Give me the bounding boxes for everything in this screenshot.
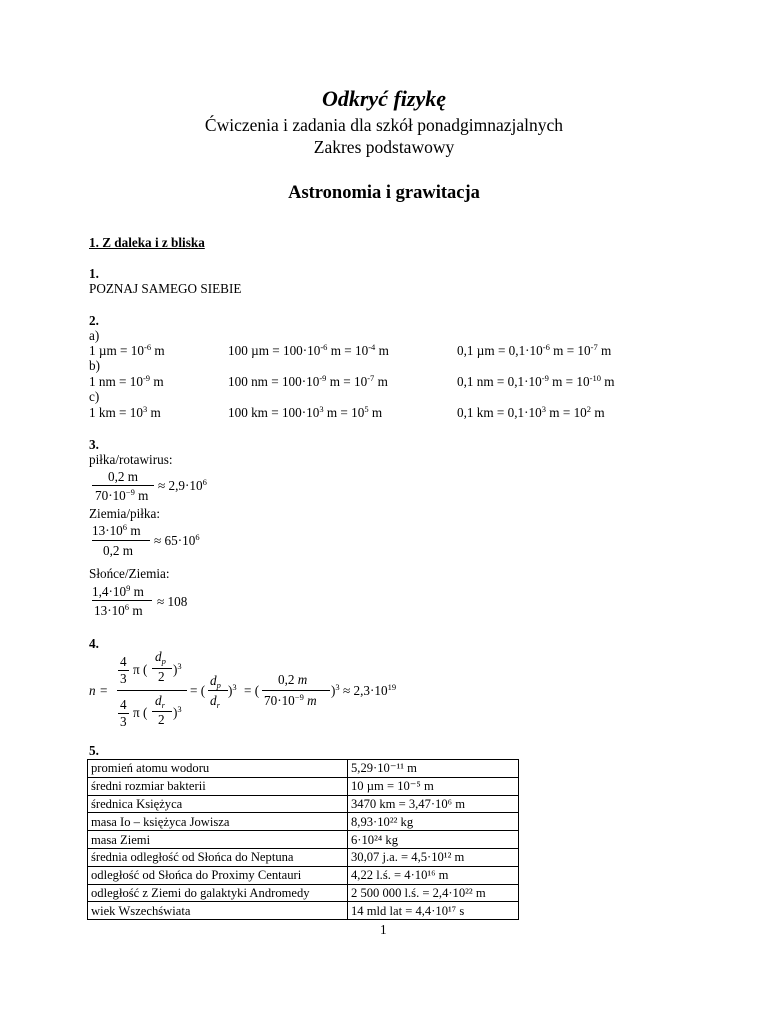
- subpart-label: b): [89, 358, 100, 373]
- task-number: 2.: [89, 313, 99, 328]
- data-table: [87, 759, 519, 920]
- table-row: [88, 902, 519, 920]
- conversion-formula: 0,1 nm = $0,1\cdot 10^{-9}$ $m = 10^{-10}$ m: [457, 373, 615, 389]
- quantity-value-cell: 30,07 j.a. = 4,5·10¹² m: [348, 848, 519, 866]
- section-title: Astronomia i grawitacja: [288, 183, 480, 203]
- table-row: [88, 848, 519, 866]
- quantity-value-cell: 6·10²⁴ kg: [348, 831, 519, 849]
- fraction-numerator: $13\cdot 10^6$ m: [92, 522, 141, 538]
- table-row: [88, 866, 519, 884]
- document-title: Odkryć fizykę: [321, 86, 446, 111]
- table-row: [88, 884, 519, 902]
- quantity-value-cell: 5,29·10⁻¹¹ m: [348, 760, 519, 778]
- ratio-label: piłka/rotawirus:: [89, 452, 173, 467]
- task-number: 4.: [89, 636, 99, 651]
- table-row: [88, 813, 519, 831]
- fraction-bar: [92, 485, 154, 486]
- document-page: Odkryć fizykę Ćwiczenia i zadania dla szkół ponadgimnazjalnych Zakres podstawowy Astronomia i grawitacja 1. Z daleka i z bliska 1. POZNAJ SAMEGO SIEBIE 2. a) 1 $\mu m = 10^{-6}$ m 100 $\mu m = 100\cdot 10^{-6}$ $m = 10^{-4}$ m 0,1 $\mu m = 0,1\cdot 10^{-6}$ $m = 10^{-7}$ m b) 1 nm = $10^{-9}$ m 100 nm = $100\cdot 10^{-9}$ $m = 10^{-7}$ m 0,1 nm = $0,1\cdot 10^{-9}$ $m = 10^{-10}$ m c) 1 km = $10^3$ m 100 km = $100\cdot 10^3$ $m = 10^5$ m 0,1 km = $0,1\cdot 10^3$ $m = 10^2$ m 3. piłka/rotawirus: 0,2 m $70\cdot 10^{-9}$ m ≈ $2,9\cdot 10^6$ Ziemia/piłka: $13\cdot 10^6$ m 0,2 m ≈ $65\cdot 10^6$ Słońce/Ziemia: $1,4\cdot 10^9$ m $13\cdot 10^6$ m ≈ 108 4. n = 4 3 π ( $d_p$ 2 )$^3$ 4 3 π ( $d_r$ 2 )$^3$ = ( $d_p$ $d_r$ )$^3$ = ( 0,2 m $70\cdot 10^{-9}$ m )$^3 \approx 2,3\cdot 10^{19}$ 5. promień atomu wodoru 5,29·10⁻¹¹ m średni rozmiar bakterii 10 µm = 10⁻⁵ m średnica Księżyca 3470 km = 3,47·10⁶ m masa Io – księżyca Jowisza 8,93·10²² kg masa Ziemi 6·10²⁴ kg średnia odległość od Słońca do Neptuna 30,07 j.a. = 4,5·10¹² m odległość od Słońca do Proximy Centauri 4,22 l.ś. = 4·10¹⁶ m odległość z Ziemi do galaktyki Andromedy 2 500 000 l.ś. = 2,4·10²² m wiek Wszechświata 14 mld lat = 4,4·10¹⁷ s 1: [0, 0, 768, 1024]
- chapter-heading: 1. Z daleka i z bliska: [89, 235, 205, 250]
- quantity-name-cell: masa Io – księżyca Jowisza: [88, 813, 348, 831]
- conversion-formula: 100 km = $100\cdot 10^3$ $m = 10^5$ m: [228, 404, 383, 420]
- table-row: [88, 831, 519, 849]
- ratio-label: Słońce/Ziemia:: [89, 566, 170, 581]
- fraction-numerator: $1,4\cdot 10^9$ m: [92, 583, 144, 599]
- quantity-name-cell: odległość z Ziemi do galaktyki Andromedy: [88, 884, 348, 902]
- table-row: [88, 777, 519, 795]
- conversion-formula: 100 $\mu m = 100\cdot 10^{-6}$ $m = 10^{-4}$ m: [228, 342, 389, 358]
- fraction-denominator: 0,2 m: [103, 543, 134, 558]
- quantity-name-cell: promień atomu wodoru: [88, 760, 348, 778]
- table-row: [88, 795, 519, 813]
- fraction-result: ≈ $65\cdot 10^6$: [154, 532, 200, 548]
- quantity-name-cell: wiek Wszechświata: [88, 902, 348, 920]
- ratio-label: Ziemia/piłka:: [89, 506, 161, 521]
- conversion-formula: 0,1 km = $0,1\cdot 10^3$ $m = 10^2$ m: [457, 404, 605, 420]
- task-number: 5.: [89, 743, 99, 758]
- document-scope: Zakres podstawowy: [313, 137, 455, 157]
- fraction-denominator: $13\cdot 10^6$ m: [94, 602, 143, 618]
- task-text: POZNAJ SAMEGO SIEBIE: [89, 281, 242, 296]
- page-number: 1: [380, 922, 387, 937]
- quantity-name-cell: średnica Księżyca: [88, 795, 348, 813]
- conversion-formula: 0,1 $\mu m = 0,1\cdot 10^{-6}$ $m = 10^{-7}$ m: [457, 342, 612, 358]
- fraction-result: ≈ 108: [157, 594, 188, 609]
- quantity-value-cell: 3470 km = 3,47·10⁶ m: [348, 795, 519, 813]
- conversion-formula: 1 $\mu m = 10^{-6}$ m: [89, 342, 165, 358]
- subpart-label: a): [89, 328, 100, 343]
- conversion-formula: 1 nm = $10^{-9}$ m: [89, 373, 164, 389]
- quantity-name-cell: odległość od Słońca do Proximy Centauri: [88, 866, 348, 884]
- fraction-denominator: $70\cdot 10^{-9}$ m: [95, 487, 149, 503]
- quantity-value-cell: 10 µm = 10⁻⁵ m: [348, 777, 519, 795]
- conversion-formula: 1 km = $10^3$ m: [89, 404, 161, 420]
- quantity-value-cell: 2 500 000 l.ś. = 2,4·10²² m: [348, 884, 519, 902]
- task-number: 1.: [89, 266, 99, 281]
- fraction-bar: [92, 600, 152, 601]
- quantity-name-cell: średnia odległość od Słońca do Neptuna: [88, 848, 348, 866]
- task-number: 3.: [89, 437, 99, 452]
- document-subtitle: Ćwiczenia i zadania dla szkół ponadgimnazjalnych: [204, 115, 564, 135]
- quantity-name-cell: średni rozmiar bakterii: [88, 777, 348, 795]
- quantity-value-cell: 8,93·10²² kg: [348, 813, 519, 831]
- fraction-bar: [92, 540, 150, 541]
- table-row: [88, 760, 519, 778]
- subpart-label: c): [89, 389, 100, 404]
- conversion-formula: 100 nm = $100\cdot 10^{-9}$ $m = 10^{-7}$ m: [228, 373, 388, 389]
- quantity-name-cell: masa Ziemi: [88, 831, 348, 849]
- quantity-value-cell: 4,22 l.ś. = 4·10¹⁶ m: [348, 866, 519, 884]
- fraction-numerator: 0,2 m: [108, 469, 139, 484]
- quantity-value-cell: 14 mld lat = 4,4·10¹⁷ s: [348, 902, 519, 920]
- fraction-result: ≈ $2,9\cdot 10^6$: [158, 477, 207, 493]
